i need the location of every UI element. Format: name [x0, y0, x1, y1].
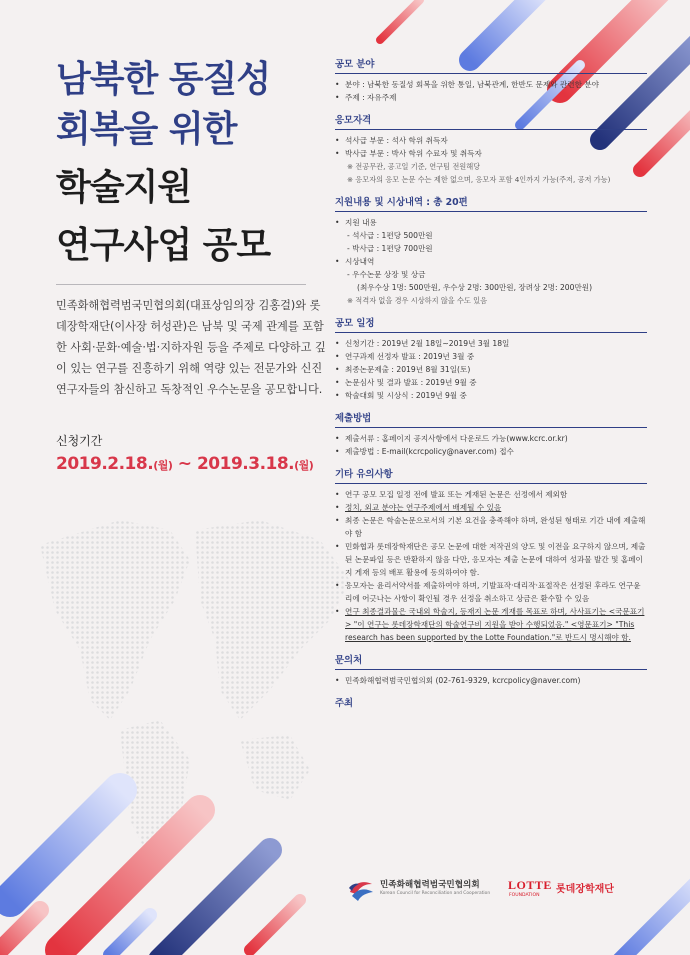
bullet: •	[335, 218, 340, 227]
bullet: •	[335, 391, 340, 400]
list-item	[335, 216, 647, 229]
period-end-day: (월)	[294, 459, 314, 472]
bullet: •	[335, 378, 340, 387]
list-item-text: 응모자는 윤리서약서를 제출하여야 하며, 기발표작·대리작·표절작은 선정된 후라도 연구윤리에 어긋나는 사항이 확인될 경우 선정을 취소하고 상금은 환수할 수 있음	[345, 581, 641, 603]
list-item-text: 학술대회 및 시상식 : 2019년 9월 중	[345, 391, 467, 400]
section-contact	[335, 654, 647, 687]
list-item-text: 연구 최종결과물은 국내외 학술지, 등재지 논문 게재를 목표로 하며, 사사표기는 <국문표기> "이 연구는 롯데장학재단의 학술연구비 지원을 받아 수행되었음." <영문표기> "This research has been supported by the Lotte Foundation."로 반드시 명시해야 함.	[345, 607, 645, 642]
list-item-text: 제출방법 : E-mail(kcrcpolicy@naver.com) 접수	[345, 447, 514, 456]
bullet: •	[335, 80, 340, 89]
note-text: ※ 전공무관, 공고일 기준, 연구팀 전원해당	[347, 162, 481, 171]
section-title: 기타 유의사항	[335, 468, 647, 484]
sub-item: - 박사급 : 1편당 700만원	[347, 244, 433, 253]
list-item-text: 분야 : 남북한 동질성 회복을 위한 통일, 남북관계, 한반도 문제와 관련한 분야	[345, 80, 600, 89]
period-separator: ~	[172, 454, 197, 474]
org2-brand: LOTTE	[508, 878, 552, 892]
title-line-2: 회복을 위한	[56, 109, 237, 150]
host-logos	[346, 872, 646, 906]
kcrc-logo	[346, 872, 496, 906]
list-item	[335, 488, 647, 501]
period-start: 2019.2.18.	[56, 454, 154, 474]
details-column	[335, 58, 647, 710]
list-item-text: 최종 논문은 학술논문으로서의 기본 요건을 충족해야 하며, 완성된 형태로 기간 내에 제출해야 함	[345, 516, 646, 538]
bullet: •	[335, 516, 340, 525]
section-title: 문의처	[335, 654, 647, 670]
section-title: 응모자격	[335, 114, 647, 130]
bullet: •	[335, 581, 340, 590]
section-title: 제출방법	[335, 412, 647, 428]
section-title: 지원내용 및 시상내역 : 총 20편	[335, 196, 647, 212]
list-item	[335, 445, 647, 458]
title-line-1: 남북한 동질성	[56, 59, 271, 100]
section-eligibility	[335, 114, 647, 186]
list-item	[335, 389, 647, 402]
title-line-3: 학술지원	[56, 167, 192, 208]
bullet: •	[335, 542, 340, 551]
bullet: •	[335, 136, 340, 145]
list-item-text: 정치, 외교 분야는 연구주제에서 배제될 수 있음	[345, 503, 502, 512]
list-item	[335, 255, 647, 268]
section-submission	[335, 412, 647, 458]
list-item	[335, 514, 647, 540]
bullet: •	[335, 339, 340, 348]
list-item	[335, 147, 647, 160]
bullet: •	[335, 365, 340, 374]
list-item-text: 신청기간 : 2019년 2월 18일~2019년 3월 18일	[345, 339, 510, 348]
section-field	[335, 58, 647, 104]
org2-name: 롯데장학재단	[556, 884, 614, 895]
list-item-text: 제출서류 : 홈페이지 공지사항에서 다운로드 가능(www.kcrc.or.kr)	[345, 434, 568, 443]
section-schedule	[335, 317, 647, 402]
list-item	[335, 605, 647, 644]
period-label: 신청기간	[56, 434, 103, 448]
list-item-text: 민족화해협력범국민협의회 (02-761-9329, kcrcpolicy@naver.com)	[345, 676, 581, 685]
period-start-day: (월)	[153, 459, 173, 472]
period-value	[56, 454, 313, 474]
bullet: •	[335, 352, 340, 361]
bullet: •	[335, 490, 340, 499]
list-item-text: 민화협과 롯데장학재단은 공모 논문에 대한 저작권의 양도 및 이전을 요구하지 않으며, 제출된 논문파일 등은 반환하지 않음 다만, 응모자는 제출 논문에 대하여 성과물 발간 및 홈페이지 게재 등의 배포 활용에 동의하여야 함.	[345, 542, 646, 577]
list-item	[335, 337, 647, 350]
list-item-text: 석사급 부문 : 석사 학위 취득자	[345, 136, 448, 145]
list-item	[335, 579, 647, 605]
list-item-text: 연구 공모 모집 일정 전에 발표 또는 게재된 논문은 선정에서 제외함	[345, 490, 568, 499]
org1-subtitle: Korean Council for Reconciliation and Cooperation	[380, 891, 491, 896]
bullet: •	[335, 93, 340, 102]
list-item	[335, 376, 647, 389]
lotte-logo	[508, 876, 648, 904]
host-label: 주최	[335, 698, 354, 709]
list-item	[335, 91, 647, 104]
list-item	[335, 432, 647, 445]
list-item	[335, 674, 647, 687]
intro-text: 민족화해협력범국민협의회(대표상임의장 김홍걸)와 롯데장학재단(이사장 허성관)은 남북 및 국제 관계를 포함한 사회·문화·예술·법·지하자원 등을 주제로 다양하고 깊이 있는 연구를 진흥하기 위해 역량 있는 전문가와 신진연구자들의 참신하고 독창적인 우수논문을 공모합니다.	[56, 299, 326, 396]
list-item	[335, 363, 647, 376]
list-item-text: 시상내역	[345, 257, 375, 266]
list-item	[335, 540, 647, 579]
list-item-text: 주제 : 자유주제	[345, 93, 397, 102]
sub-item: - 석사급 : 1편당 500만원	[347, 231, 433, 240]
bullet: •	[335, 434, 340, 443]
title-divider	[56, 284, 306, 285]
list-item-text: 지원 내용	[345, 218, 377, 227]
list-item-text: 연구과제 선정자 발표 : 2019년 3월 중	[345, 352, 475, 361]
bullet: •	[335, 257, 340, 266]
bullet: •	[335, 503, 340, 512]
list-item	[335, 134, 647, 147]
period-end: 2019.3.18.	[196, 454, 295, 474]
org2-brand-sub: FOUNDATION	[509, 893, 540, 898]
bullet: •	[335, 607, 340, 616]
sub-item: - 우수논문 상장 및 상금	[347, 270, 426, 279]
section-title: 공모 분야	[335, 58, 647, 74]
list-item	[335, 350, 647, 363]
list-item-text: 최종논문제출 : 2019년 8월 31일(토)	[345, 365, 471, 374]
sub-item-detail: (최우수상 1명: 500만원, 우수상 2명: 300만원, 장려상 2명: 200만원)	[357, 283, 593, 292]
section-title: 공모 일정	[335, 317, 647, 333]
section-support	[335, 196, 647, 307]
section-notes	[335, 468, 647, 644]
org1-name: 민족화해협력범국민협의회	[380, 880, 480, 890]
bullet: •	[335, 447, 340, 456]
note-text: ※ 적격자 없을 경우 시상하지 않을 수도 있음	[347, 296, 488, 305]
list-item	[335, 501, 647, 514]
bullet: •	[335, 676, 340, 685]
note-text: ※ 응모자의 응모 논문 수는 제한 없으며, 응모자 포함 4인까지 가능(주저, 공저 가능)	[347, 175, 611, 184]
list-item	[335, 78, 647, 91]
title-line-4: 연구사업 공모	[56, 225, 271, 266]
list-item-text: 논문심사 및 결과 발표 : 2019년 9월 중	[345, 378, 477, 387]
bullet: •	[335, 149, 340, 158]
kcrc-emblem-icon	[346, 874, 376, 904]
list-item-text: 박사급 부문 : 박사 학위 수료자 및 취득자	[345, 149, 482, 158]
